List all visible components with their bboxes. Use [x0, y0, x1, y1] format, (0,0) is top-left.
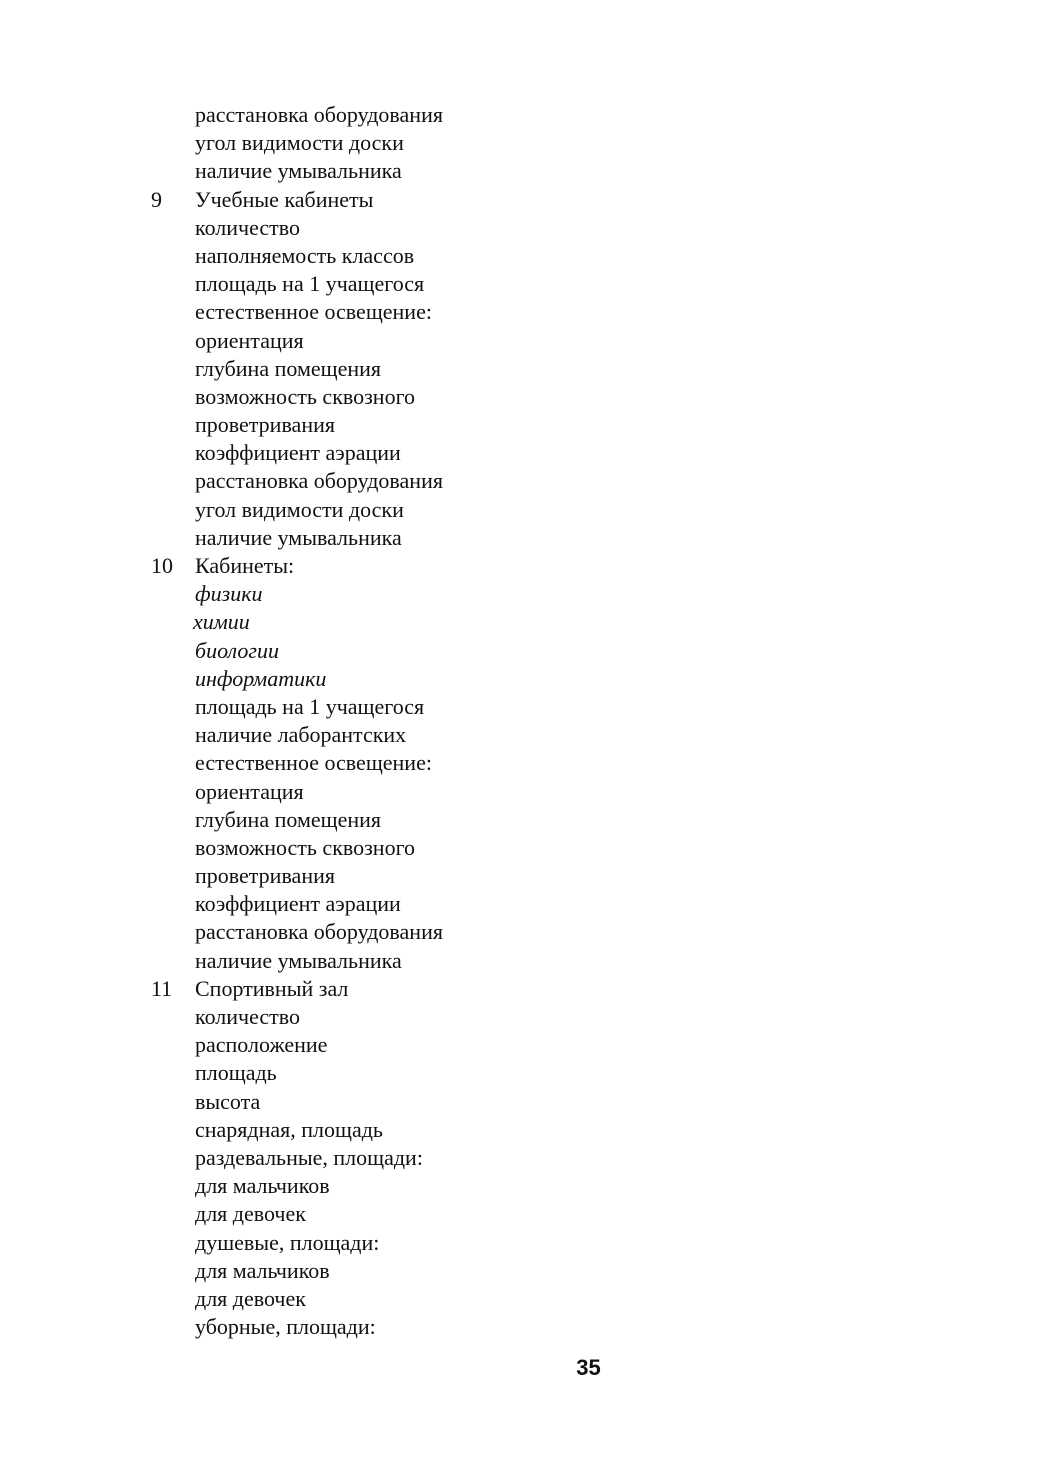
item-text: высота	[195, 1088, 261, 1114]
item-text: химии	[193, 609, 250, 635]
list-item	[0, 157, 1039, 185]
list-item	[0, 355, 1039, 383]
item-text: проветривания	[195, 412, 335, 438]
list-item	[0, 947, 1039, 975]
item-text: Спортивный зал	[195, 975, 349, 1001]
list-item	[0, 1172, 1039, 1200]
item-text: уборные, площади:	[195, 1314, 376, 1340]
item-text: расстановка оборудования	[195, 468, 443, 494]
item-text: физики	[195, 581, 263, 607]
list-item	[0, 214, 1039, 242]
item-text: для мальчиков	[195, 1173, 330, 1199]
item-text: наполняемость классов	[195, 242, 415, 268]
item-text: площадь на 1 учащегося	[195, 693, 425, 719]
list-item	[0, 327, 1039, 355]
list-item	[0, 1116, 1039, 1144]
item-text: угол видимости доски	[195, 130, 404, 156]
list-item	[0, 608, 1039, 636]
item-text: расположение	[195, 1032, 328, 1058]
item-text: количество	[195, 214, 301, 240]
list-item	[0, 721, 1039, 749]
item-number: 11	[151, 975, 173, 1001]
list-item	[0, 496, 1039, 524]
list-item	[0, 918, 1039, 946]
list-item	[0, 411, 1039, 439]
list-item	[0, 749, 1039, 777]
item-list	[0, 101, 1039, 1341]
list-item-heading	[0, 186, 1039, 214]
list-item-heading	[0, 552, 1039, 580]
list-item	[0, 439, 1039, 467]
item-text: возможность сквозного	[195, 834, 416, 860]
list-item	[0, 298, 1039, 326]
item-text: расстановка оборудования	[195, 102, 443, 127]
list-item	[0, 1313, 1039, 1341]
item-number: 9	[151, 186, 162, 212]
item-text: глубина помещения	[195, 355, 382, 381]
list-item	[0, 665, 1039, 693]
item-text: расстановка оборудования	[195, 919, 443, 945]
list-item	[0, 1059, 1039, 1087]
list-item	[0, 101, 1039, 129]
item-text: наличие умывальника	[195, 524, 402, 550]
item-text: информатики	[195, 665, 327, 691]
list-item	[0, 1144, 1039, 1172]
item-text: душевые, площади:	[195, 1229, 380, 1255]
list-item-heading	[0, 975, 1039, 1003]
item-text: ориентация	[195, 778, 304, 804]
list-item	[0, 242, 1039, 270]
item-text: Кабинеты:	[195, 553, 295, 578]
item-text: естественное освещение:	[195, 299, 432, 325]
list-item	[0, 524, 1039, 552]
item-text: возможность сквозного	[195, 383, 416, 409]
item-text: ориентация	[195, 327, 304, 353]
item-text: раздевальные, площади:	[195, 1144, 423, 1170]
list-item	[0, 806, 1039, 834]
list-item	[0, 890, 1039, 918]
list-item	[0, 129, 1039, 157]
list-item	[0, 693, 1039, 721]
list-item	[0, 778, 1039, 806]
item-text: наличие умывальника	[195, 158, 402, 184]
list-item	[0, 1200, 1039, 1228]
item-text: наличие лаборантских	[195, 722, 407, 748]
item-text: снарядная, площадь	[195, 1116, 383, 1142]
list-item	[0, 1003, 1039, 1031]
list-item	[0, 270, 1039, 298]
list-item	[0, 467, 1039, 495]
list-item	[0, 383, 1039, 411]
item-text: для девочек	[195, 1285, 306, 1311]
list-item	[0, 1257, 1039, 1285]
item-text: площадь	[195, 1060, 277, 1086]
list-item	[0, 1088, 1039, 1116]
list-item	[0, 637, 1039, 665]
item-text: количество	[195, 1004, 301, 1029]
list-item	[0, 834, 1039, 862]
item-text: коэффициент аэрации	[195, 440, 401, 466]
list-item	[0, 1229, 1039, 1257]
list-item	[0, 1031, 1039, 1059]
list-item	[0, 1285, 1039, 1313]
item-text: для девочек	[195, 1201, 306, 1227]
list-item	[0, 580, 1039, 608]
page-number: 35	[576, 1355, 601, 1380]
item-text: биологии	[195, 637, 279, 663]
item-text: площадь на 1 учащегося	[195, 271, 425, 297]
item-text: коэффициент аэрации	[195, 891, 401, 917]
item-text: глубина помещения	[195, 806, 382, 832]
item-number: 10	[151, 553, 173, 578]
item-text: естественное освещение:	[195, 750, 432, 776]
item-text: проветривания	[195, 863, 335, 889]
item-text: для мальчиков	[195, 1257, 330, 1283]
item-text: наличие умывальника	[195, 947, 402, 973]
item-text: угол видимости доски	[195, 496, 404, 522]
item-text: Учебные кабинеты	[195, 186, 374, 212]
list-item	[0, 862, 1039, 890]
